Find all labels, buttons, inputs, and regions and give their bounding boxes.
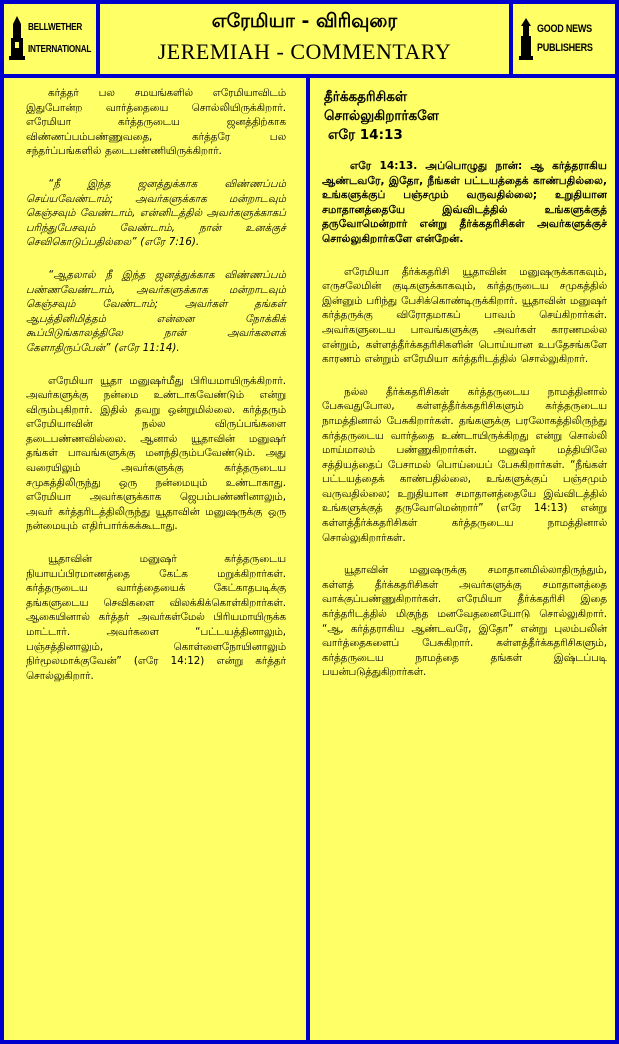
left-paragraph-2: “நீ இந்த ஜனத்துக்காக விண்ணப்பம் செய்யவேண்டாம்; அவர்களுக்காக மன்றாடவும் கெஞ்சவும் வேண்டாம், என்னிடத்தில் அவர்களுக்காகப் பரிந்துபேசவும் வேண்டாம், நான் உனக்குச் செவிகொடுப்பதில்லை” (எரே 7:16). xyxy=(26,177,286,249)
title-tamil: எரேமியா - விரிவுரை xyxy=(211,10,398,32)
logo-right-line1: GOOD NEWS xyxy=(537,23,592,35)
left-paragraph-4: எரேமியா யூதா மனுஷர்மீது பிரியமாயிருக்கிறார். அவர்களுக்கு நன்மை உண்டாகவேண்டும் என்று விரும்புகிறார். இதில் தவறு ஒன்றுமில்லை. கர்த்தரும் எரேமியாவின் நல்ல விருப்பங்களை தடைபண்ணவில்லை. ஆனால் யூதாவின் மனுஷர் தங்கள் பாவங்களுக்கு மனந்திரும்பவேண்டும். அது வரையிலும் அவர்களுக்கு கர்த்தருடைய சமுகத்திலிருந்து ஒரு நன்மையும் உண்டாகாது. எரேமியா அவர்களுக்காக ஜெபம்பண்ணினாலும், அவர் கர்த்தரிடத்திலிருந்து யூதாவின் மனுஷருக்கு ஒரு நன்மையும் எதிர்பார்க்கக்கூடாது. xyxy=(26,374,286,533)
bell-tower-icon xyxy=(8,16,26,62)
tower-icon xyxy=(517,16,535,62)
logo-box-left xyxy=(4,4,96,74)
scripture-verse: எரே 14:13. அப்பொழுது நான்: ஆ கர்த்தராகிய ஆண்டவரே, இதோ, நீங்கள் பட்டயத்தைக் காண்பதில்லை, உங்களுக்குப் பஞ்சமும் வருவதில்லை; உறுதியான சமாதானத்தையே இவ்விடத்தில் உங்களுக்குத் தருவோமென்றார் என்று தீர்க்கதரிசிகள் அவர்களுக்குச் சொல்லுகிறார்களே என்றேன். xyxy=(322,160,607,245)
title-english: JEREMIAH - COMMENTARY xyxy=(157,39,452,64)
logo-box-right xyxy=(513,4,615,74)
good-news-logo xyxy=(517,10,611,68)
left-paragraph-5: யூதாவின் மனுஷர் கர்த்தருடைய நியாயப்பிரமாணத்தை கேட்க மறுக்கிறார்கள். கர்த்தருடைய வார்த்தையைக் கேட்காதபடிக்கு தங்களுடைய செவிகளை விலக்கிக்கொள்கிறார்கள். ஆகையினால் கர்த்தர் அவர்கள்மேல் பிரியமாயிருக்க மாட்டார். அவர்களை “பட்டயத்தினாலும், பஞ்சத்தினாலும், கொள்ளைநோயினாலும் நிர்மூலமாக்குவேன்” (எரே 14:12) என்று கர்த்தர் சொல்லுகிறார். xyxy=(26,553,286,682)
left-paragraph-1: கர்த்தர் பல சமயங்களில் எரேமியாவிடம் இதுபோன்ற வார்த்தையை சொல்லியிருக்கிறார். எரேமியா கர்த்தருடைய ஜனத்திற்காக விண்ணப்பம்பண்ணுவதை, கர்த்தரே பல சந்தர்ப்பங்களில் தடைபண்ணியிருக்கிறார். xyxy=(26,87,286,158)
right-paragraph-2: நல்ல தீர்க்கதரிசிகள் கர்த்தருடைய நாமத்தினால் பேசுவதுபோல, கள்ளத்தீர்க்கதரிசிகளும் கர்த்தருடைய நாமத்தினால் பேசுகிறார்கள். தங்களுக்கு பரலோகத்திலிருந்து கர்த்தருடைய வார்த்தை உண்டாயிருக்கிறது என்று சொல்லி மாய்மாலம் பண்ணுகிறார்கள். மனுஷர் மத்தியிலே சத்தியத்தைப் பேசாமல் பொய்யைப் பேசுகிறார்கள். “நீங்கள் பட்டயத்தைக் காண்பதில்லை, உங்களுக்குப் பஞ்சமும் வருவதில்லை; உறுதியான சமாதானத்தையே இவ்விடத்தில் உங்களுக்குத் தருவோமென்றார்” (எரே 14:13) என்று கள்ளத்தீர்க்கதரிசிகள் கர்த்தருடைய நாமத்தினால் சொல்லுகிறார்கள். xyxy=(322,385,607,544)
right-paragraph-3: யூதாவின் மனுஷருக்கு சமாதானமில்லாதிருந்தும், கள்ளத் தீர்க்கதரிசிகள் அவர்களுக்கு சமாதானத்தை வாக்குப்பண்ணுகிறார்கள். எரேமியா தீர்க்கதரிசி இதை கர்த்தரிடத்தில் மிகுந்த மனவேதனையோடு சொல்லுகிறார். “ஆ, கர்த்தராகிய ஆண்டவரே, இதோ” என்று புலம்பலின் வார்த்தைகளைப் பேசுகிறார். கள்ளத்தீர்க்கதரிசிகளும், கர்த்தருடைய நாமத்தை தங்கள் இஷ்டப்படி பயன்படுத்துகிறார்கள். xyxy=(322,564,607,679)
heading-line-1: தீர்க்கதரிசிகள் xyxy=(324,89,408,105)
logo-right-line2: PUBLISHERS xyxy=(537,42,593,54)
heading-line-2: சொல்லுகிறார்களே xyxy=(324,108,439,124)
left-column xyxy=(4,78,306,1040)
right-column xyxy=(310,78,615,1040)
bellwether-logo xyxy=(8,10,92,68)
logo-left-line2: INTERNATIONAL xyxy=(28,44,92,55)
logo-left-line1: BELLWETHER xyxy=(28,22,83,33)
left-paragraph-3: “ஆதலால் நீ இந்த ஜனத்துக்காக விண்ணப்பம் பண்ணவேண்டாம், அவர்களுக்காக மன்றாடவும் கெஞ்சவும் வேண்டாம்; அவர்கள் தங்கள் ஆபத்தினிமித்தம் என்னை நோக்கிக் கூப்பிடுங்காலத்திலே நான் அவர்களைக் கேளாதிருப்பேன்” (எரே 11:14). xyxy=(26,268,286,354)
title-box xyxy=(100,4,509,74)
heading-line-3: எரே 14:13 xyxy=(328,127,403,143)
right-paragraph-1: எரேமியா தீர்க்கதரிசி யூதாவின் மனுஷருக்காகவும், எருசலேமின் குடிகளுக்காகவும், கர்த்தருடைய சமுகத்தில் இன்னும் பரிந்து பேசிக்கொண்டிருக்கிறார். யூதாவின் மனுஷர் கர்த்தருக்கு விரோதமாகப் பாவம் செய்கிறார்கள். அவர்களுடைய பாவங்களுக்கு அவர்கள் காரணமல்ல என்றும், கள்ளத்தீர்க்கதரிசிகளின் பொய்யான உபதேசங்களே காரணம் என்றும் எரேமியா கர்த்தரிடத்தில் சொல்லுகிறார். xyxy=(322,265,607,366)
section-heading xyxy=(324,88,607,145)
